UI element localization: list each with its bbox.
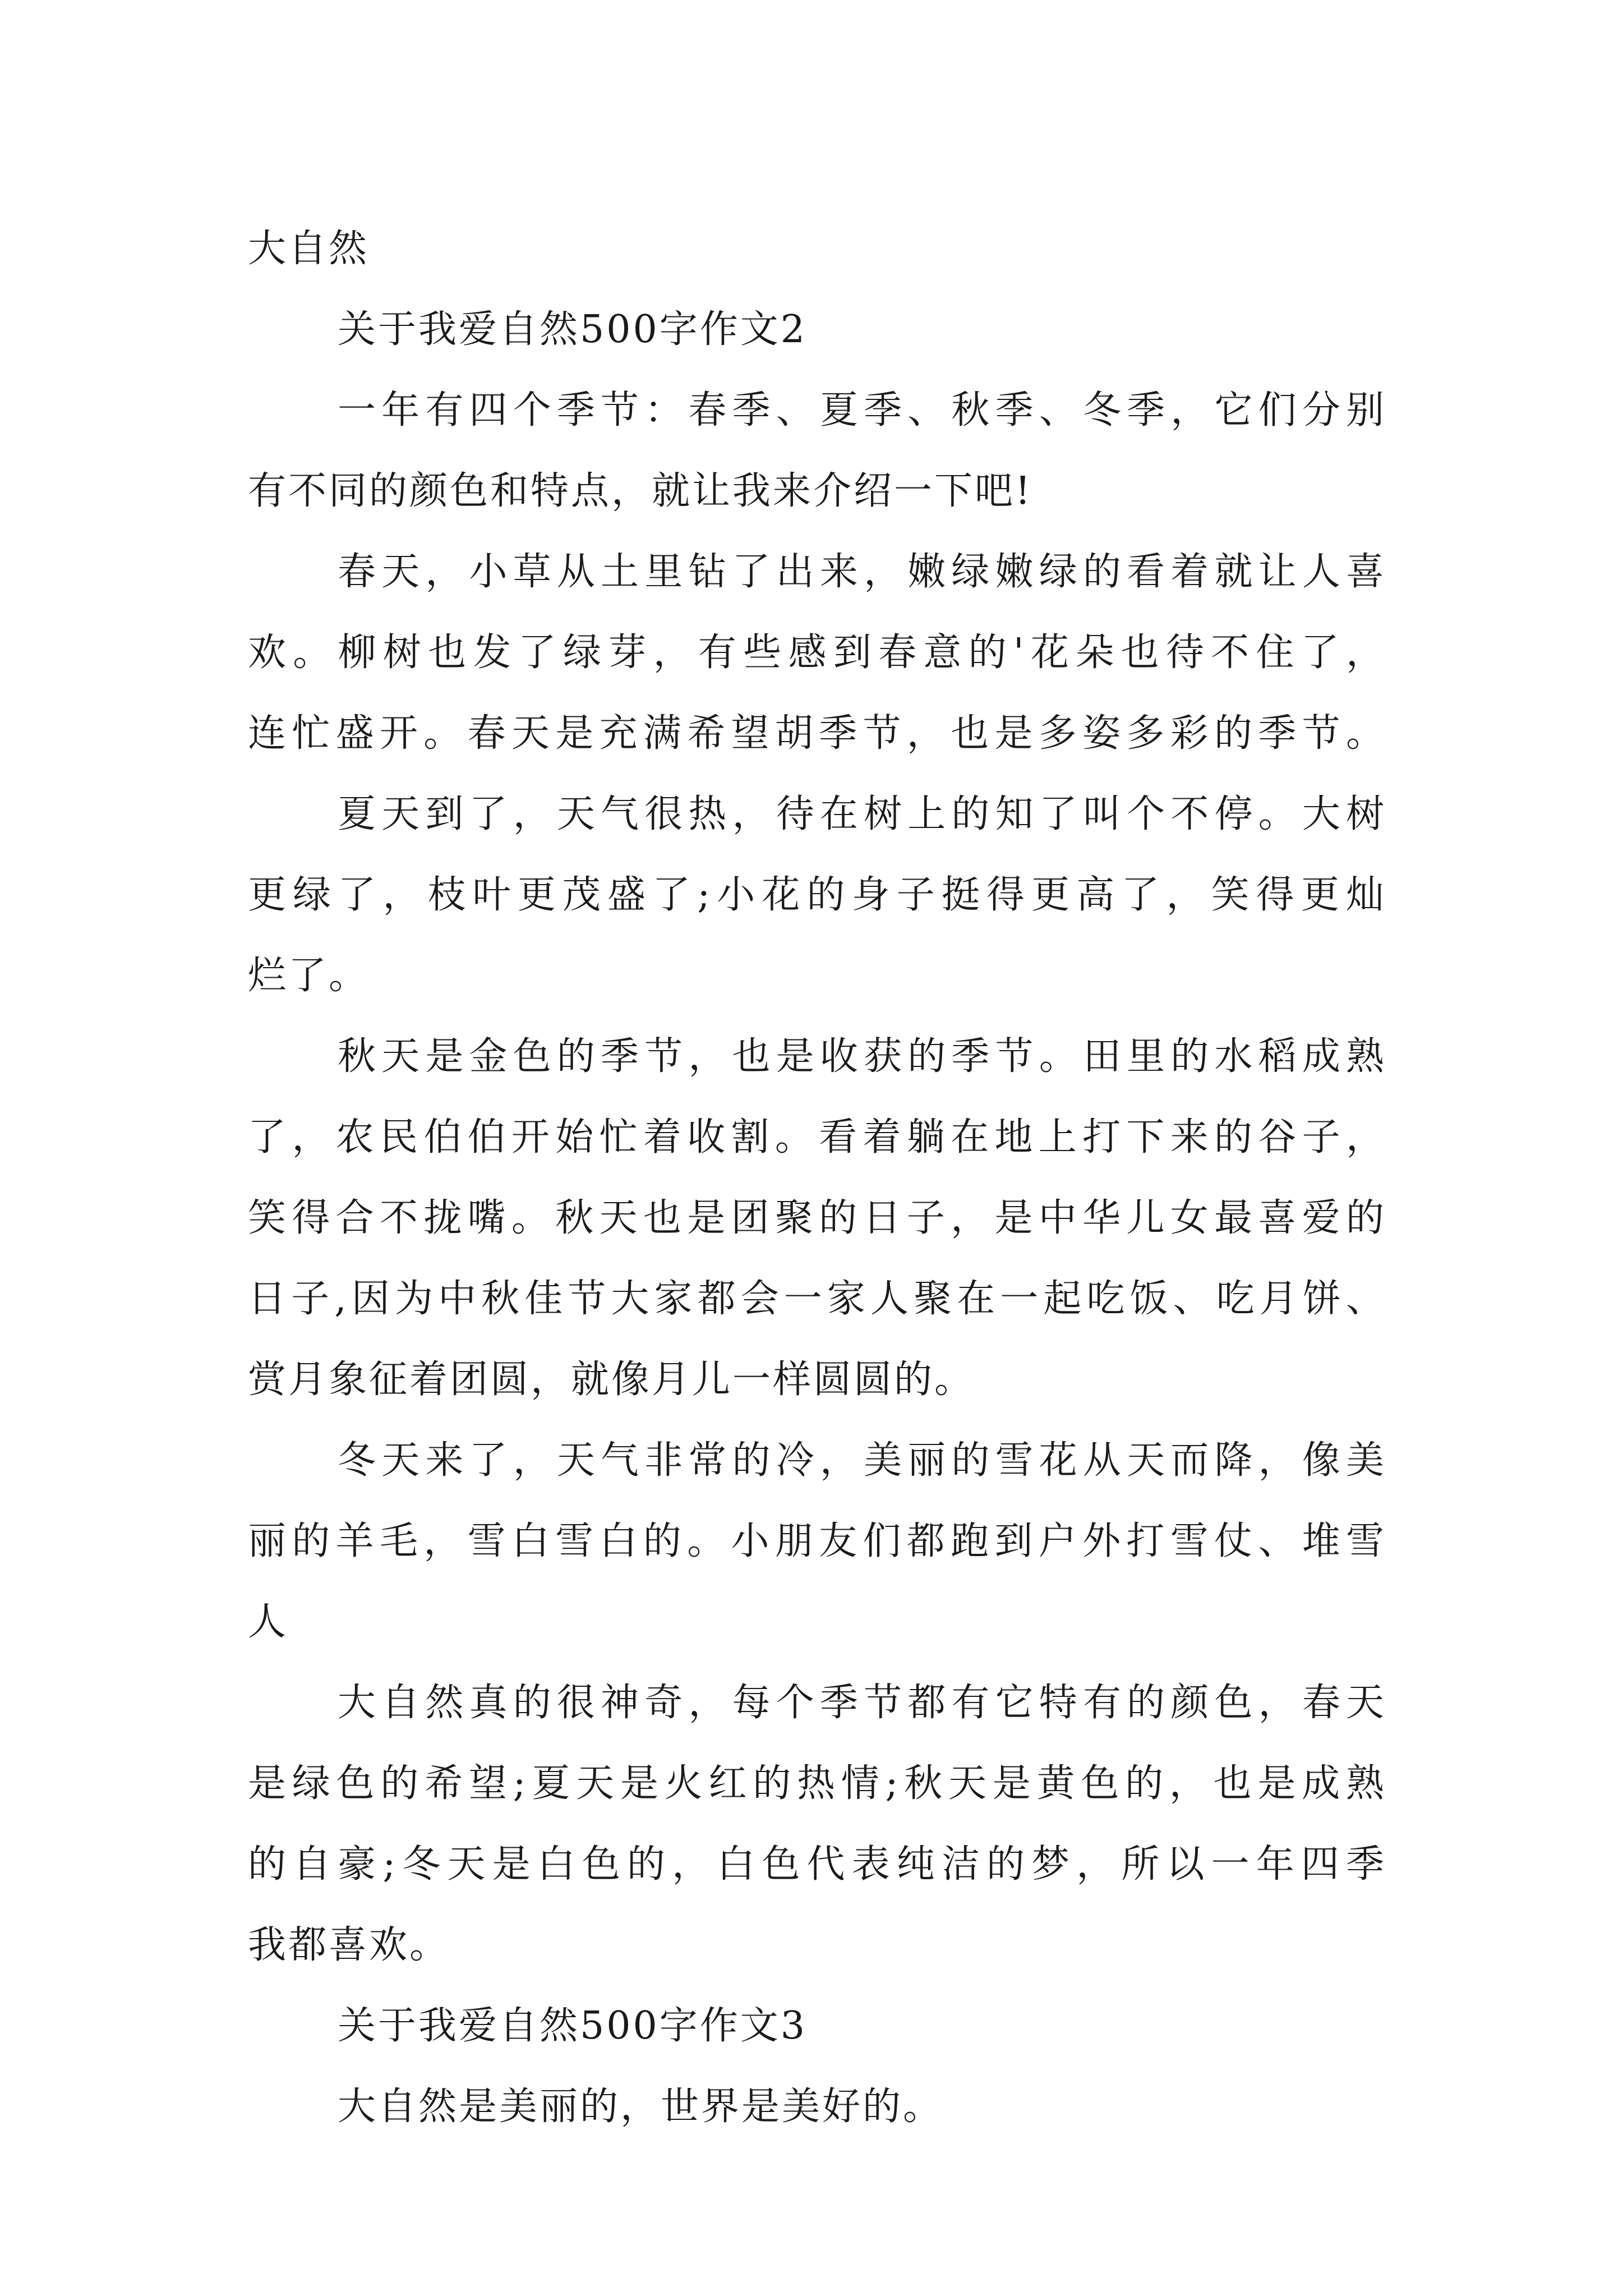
paragraph-winter-line-2: 丽的羊毛，雪白雪白的。小朋友们都跑到户外打雪仗、堆雪 — [248, 1519, 1386, 1563]
paragraph-autumn-line-5: 赏月象征着团圆，就像月儿一样圆圆的。 — [248, 1358, 975, 1402]
paragraph-summer-line-1: 夏天到了，天气很热，待在树上的知了叫个不停。大树 — [338, 792, 1386, 836]
essay-title-3: 关于我爱自然500字作文3 — [338, 2004, 808, 2048]
paragraph-spring-line-1: 春天，小草从土里钻了出来，嫩绿嫩绿的看着就让人喜 — [338, 550, 1386, 594]
paragraph-autumn-line-4: 日子,因为中秋佳节大家都会一家人聚在一起吃饭、吃月饼、 — [248, 1277, 1386, 1321]
text-line-continuation: 大自然 — [248, 227, 370, 271]
paragraph-intro-line-2: 有不同的颜色和特点，就让我来介绍一下吧! — [248, 469, 1033, 513]
essay-title-2: 关于我爱自然500字作文2 — [338, 307, 808, 352]
paragraph-conclusion-line-1: 大自然真的很神奇，每个季节都有它特有的颜色，春天 — [338, 1681, 1386, 1725]
paragraph-autumn-line-2: 了，农民伯伯开始忙着收割。看着躺在地上打下来的谷子， — [248, 1115, 1386, 1159]
paragraph-summer-line-3: 烂了。 — [248, 954, 370, 998]
paragraph-intro-line-1: 一年有四个季节：春季、夏季、秋季、冬季，它们分别 — [338, 388, 1386, 432]
paragraph-summer-line-2: 更绿了，枝叶更茂盛了;小花的身子挺得更高了，笑得更灿 — [248, 873, 1386, 917]
paragraph-winter-line-3: 人 — [248, 1600, 289, 1644]
essay-3-line-1: 大自然是美丽的，世界是美好的。 — [338, 2085, 944, 2129]
paragraph-spring-line-2: 欢。柳树也发了绿芽，有些感到春意的'花朵也待不住了， — [248, 631, 1386, 675]
paragraph-autumn-line-1: 秋天是金色的季节，也是收获的季节。田里的水稻成熟 — [338, 1034, 1386, 1079]
paragraph-spring-line-3: 连忙盛开。春天是充满希望胡季节，也是多姿多彩的季节。 — [248, 711, 1386, 756]
paragraph-conclusion-line-4: 我都喜欢。 — [248, 1923, 450, 1967]
paragraph-conclusion-line-3: 的自豪;冬天是白色的，白色代表纯洁的梦，所以一年四季 — [248, 1842, 1386, 1887]
paragraph-conclusion-line-2: 是绿色的希望;夏天是火红的热情;秋天是黄色的，也是成熟 — [248, 1761, 1386, 1806]
paragraph-autumn-line-3: 笑得合不拢嘴。秋天也是团聚的日子，是中华儿女最喜爱的 — [248, 1196, 1386, 1240]
document-body — [248, 209, 1386, 2147]
paragraph-winter-line-1: 冬天来了，天气非常的冷，美丽的雪花从天而降，像美 — [338, 1438, 1386, 1483]
